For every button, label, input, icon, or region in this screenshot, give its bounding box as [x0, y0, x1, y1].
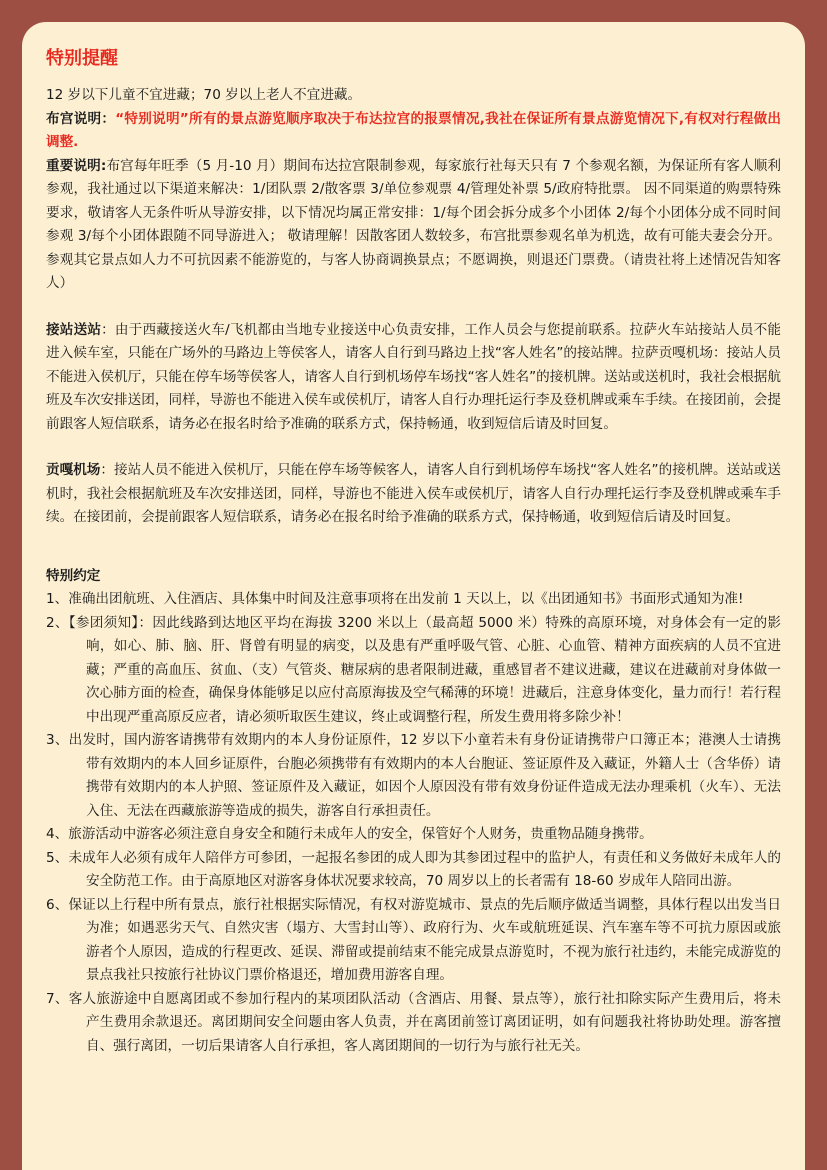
list-item: 7、客人旅游途中自愿离团或不参加行程内的某项团队活动（含酒店、用餐、景点等），旅行社扣除实际产生费用后，将未产生费用余款退还。离团期间安全问题由客人负责，并在离团前签订离团证明，如有问题我社将协助处理。游客擅自、强行离团，一切后果请客人自行承担，客人离团期间的一切行为与旅行社无关。 [46, 990, 781, 1054]
pickup-note [46, 319, 781, 437]
important-text: 布宫每年旺季（5 月-10 月）期间布达拉宫限制参观，每家旅行社每天只有 7 个参观名额，为保证所有客人顺利参观，我社通过以下渠道来解决：1/团队票 2/散客票 3/单位参观票 4/管理处补票 5/政府特批票。 因不同渠道的购票特殊要求，敬请客人无条件听从导游安排，以下情况均属正常安排：1/每个团会拆分成多个小团体 2/每个小团体分成不同时间参观 3/每个小团体跟随不同导游进入； 敬请理解！因散客团人数较多，布宫批票参观名单为机选，故有可能夫妻会分开。参观其它景点如人力不可抗因素不能游览的，与客人协商调换景点；不愿调换，则退还门票费。（请贵社将上述情况告知客人） [46, 157, 782, 291]
list-item: 3、出发时，国内游客请携带有效期内的本人身份证原件，12 岁以下小童若未有身份证请携带户口簿正本；港澳人士请携带有效期内的本人回乡证原件，台胞必须携带有有效期内的本人台胞证、签证原件及入藏证，外籍人士（含华侨）请携带有效期内的本人护照、签证原件及入藏证，如因个人原因没有带有效身份证件造成无法办理乘机（火车）、无法入住、无法在西藏旅游等造成的损失，游客自行承担责任。 [46, 732, 781, 819]
important-note [46, 155, 781, 296]
gongga-note [46, 459, 781, 530]
important-label: 重要说明: [46, 157, 107, 174]
agreement-heading: 特别约定 [46, 567, 101, 584]
palace-label: 布宫说明： [46, 110, 116, 127]
pickup-text: ：由于西藏接送火车/飞机都由当地专业接送中心负责安排，工作人员会与您提前联系。拉萨火车站接站人员不能进入候车室，只能在广场外的马路边上等侯客人，请客人自行到马路边上找“客人姓名”的接站牌。拉萨贡嘎机场：接站人员不能进入侯机厅，只能在停车场等侯客人，请客人自行到机场停车场找“客人姓名”的接机牌。送站或送机时，我社会根据航班及车次安排送团，同样，导游也不能进入侯车或侯机厅，请客人自行办理托运行李及登机牌或乘车手续。在接团前，会提前跟客人短信联系，请务必在报名时给予准确的联系方式，保持畅通，收到短信后请及时回复。 [46, 321, 782, 432]
list-item: 6、保证以上行程中所有景点，旅行社根据实际情况，有权对游览城市、景点的先后顺序做适当调整，具体行程以出发当日为准；如遇恶劣天气、自然灾害（塌方、大雪封山等）、政府行为、火车或航班延误、汽车塞车等不可抗力原因或旅游者个人原因，造成的行程更改、延误、滞留或提前结束不能完成景点游览时，不视为旅行社违约，未能完成游览的景点我社只按旅行社协议门票价格退还，增加费用游客自理。 [46, 896, 781, 983]
gongga-label: 贡嘎机场 [46, 462, 101, 478]
list-item: 2、【参团须知】：因此线路到达地区平均在海拔 3200 米以上（最高超 5000 米）特殊的高原环境，对身体会有一定的影响，如心、肺、脑、肝、肾曾有明显的病变，以及患有严重呼吸气管、心脏、心血管、精神方面疾病的人员不宜进藏；严重的高血压、贫血、（支）气管炎、糖尿病的患者限制进藏，重感冒者不建议进藏，建议在进藏前对身体做一次心肺方面的检查，确保身体能够足以应付高原海拔及空气稀薄的环境！进藏后，注意身体变化，量力而行！若行程中出现严重高原反应者，请必须听取医生建议，终止或调整行程，所发生费用将多除少补！ [46, 614, 781, 725]
agreement-list [46, 588, 781, 1058]
spacer [46, 530, 781, 553]
list-item: 5、未成年人必须有成年人陪伴方可参团，一起报名参团的成人即为其参团过程中的监护人，有责任和义务做好未成年人的安全防范工作。由于高原地区对游客身体状况要求较高，70 周岁以上的长者需有 18-60 岁成年人陪同出游。 [46, 849, 781, 889]
pickup-label: 接站送站 [46, 321, 102, 338]
page-title: 特别提醒 [46, 48, 118, 69]
palace-text: “特别说明”所有的景点游览顺序取决于布达拉宫的报票情况,我社在保证所有景点游览情况下,有权对行程做出调整. [46, 110, 782, 150]
age-note: 12 岁以下儿童不宜进藏；70 岁以上老人不宜进藏。 [46, 87, 362, 103]
spacer [46, 296, 781, 319]
document-card [22, 22, 805, 1170]
list-item: 1、准确出团航班、入住酒店、具体集中时间及注意事项将在出发前 1 天以上，以《出团通知书》书面形式通知为准! [46, 591, 744, 607]
spacer [46, 436, 781, 459]
gongga-text: ：接站人员不能进入侯机厅，只能在停车场等候客人，请客人自行到机场停车场找“客人姓名”的接机牌。送站或送机时，我社会根据航班及车次安排送团，同样，导游也不能进入侯车或侯机厅，请客人自行办理托运行李及登机牌或乘车手续。在接团前，会提前跟客人短信联系，请务必在报名时给予准确的联系方式，保持畅通，收到短信后请及时回复。 [46, 462, 782, 525]
palace-note [46, 108, 781, 155]
list-item: 4、旅游活动中游客必须注意自身安全和随行未成年人的安全，保管好个人财务，贵重物品随身携带。 [46, 826, 653, 842]
spacer [46, 553, 781, 565]
